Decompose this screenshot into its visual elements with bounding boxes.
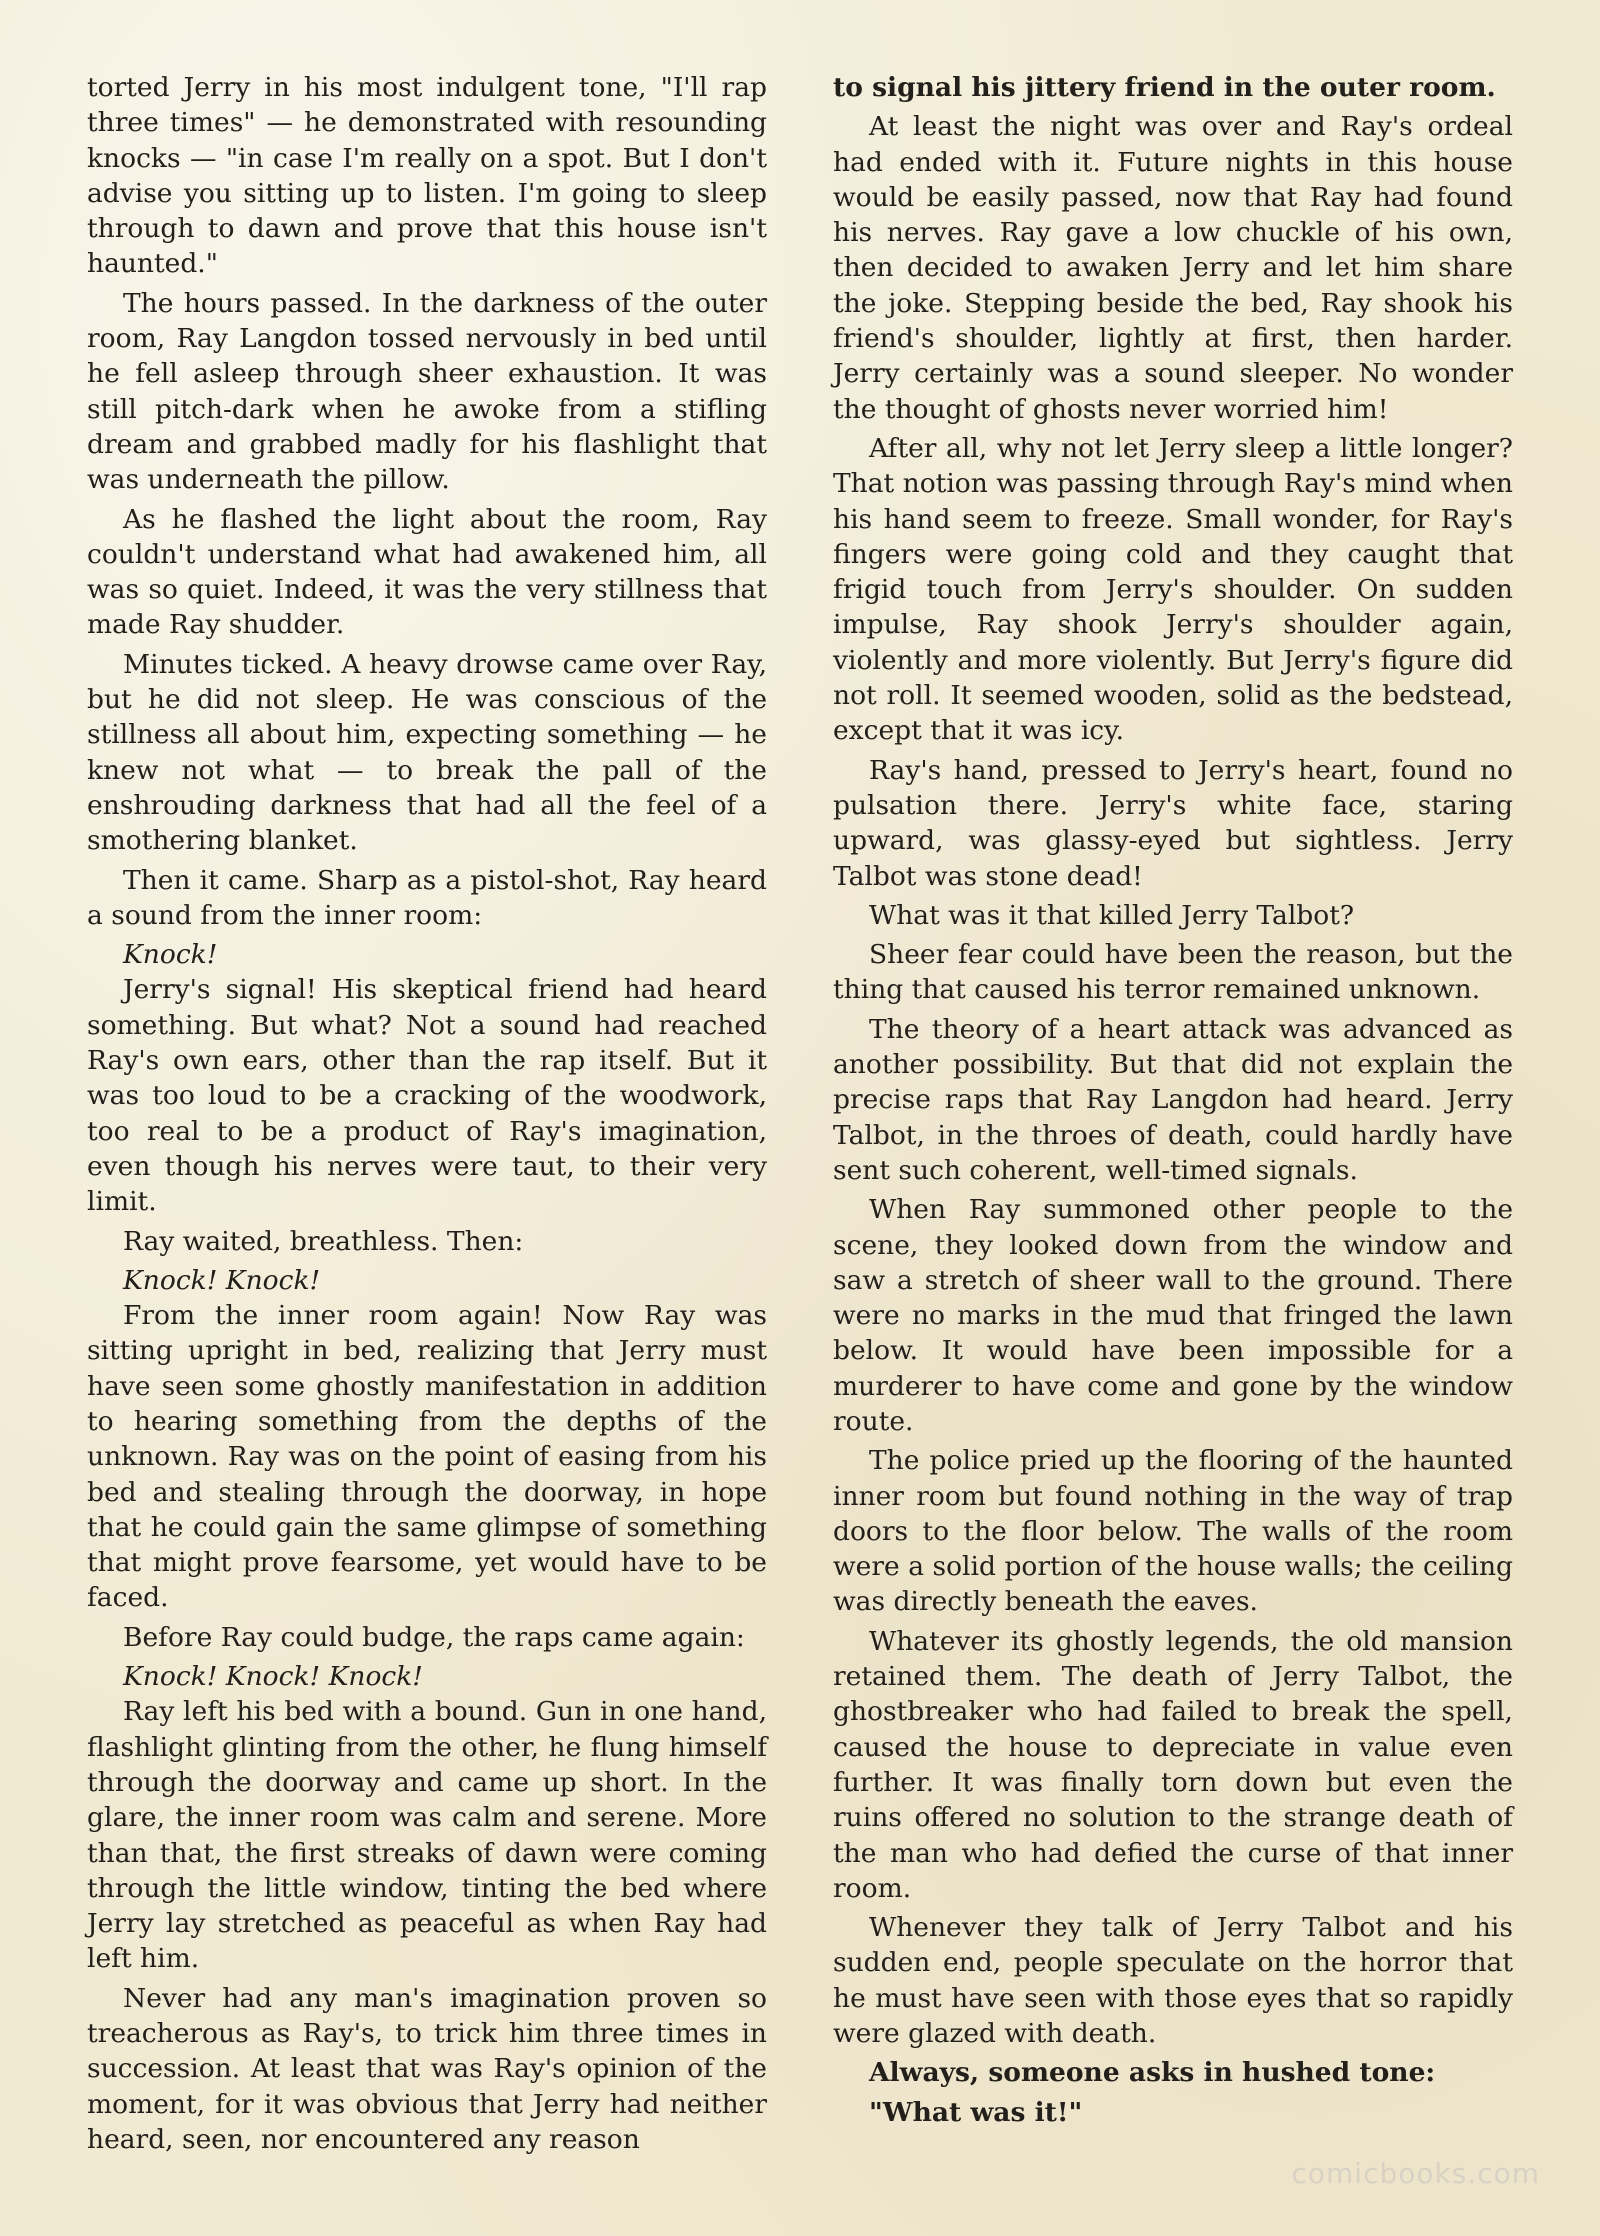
story-paragraph: Jerry's signal! His skeptical friend had heard something. But what? Not a sound had reached Ray's own ears, other than the rap itself. But it was too loud to be a cracking of the woodwork, too real to be a product of Ray's imagination, even though his nerves were taut, to their very limit.	[87, 974, 767, 1218]
left-text-column	[87, 70, 767, 2161]
story-paragraph: Never had any man's imagination proven so treacherous as Ray's, to trick him three times in succession. At least that was Ray's opinion of the moment, for it was obvious that Jerry had neither heard, seen, nor encountered any reason	[87, 1982, 767, 2155]
story-paragraph: Always, someone asks in hushed tone:	[869, 2057, 1436, 2089]
watermark: comicbooks.com	[1291, 2157, 1540, 2190]
story-paragraph: Ray's hand, pressed to Jerry's heart, found no pulsation there. Jerry's white face, staring upward, was glassy-eyed but sightless. Jerry Talbot was stone dead!	[833, 754, 1513, 892]
story-paragraph: After all, why not let Jerry sleep a little longer? That notion was passing through Ray's mind when his hand seem to freeze. Small wonder, for Ray's fingers were going cold and they caught that frigid touch from Jerry's shoulder. On sudden impulse, Ray shook Jerry's shoulder again, violently and more violently. But Jerry's figure did not roll. It seemed wooden, solid as the bedstead, except that it was icy.	[833, 432, 1513, 747]
story-paragraph: As he flashed the light about the room, Ray couldn't understand what had awakened him, all was so quiet. Indeed, it was the very stillness that made Ray shudder.	[87, 503, 767, 641]
story-paragraph: to signal his jittery friend in the outer room.	[833, 72, 1496, 103]
story-paragraph: Then it came. Sharp as a pistol-shot, Ray heard a sound from the inner room:	[87, 864, 767, 931]
story-paragraph: At least the night was over and Ray's ordeal had ended with it. Future nights in this house would be easily passed, now that Ray had found his nerves. Ray gave a low chuckle of his own, then decided to awaken Jerry and let him share the joke. Stepping beside the bed, Ray shook his friend's shoulder, lightly at first, then harder. Jerry certainly was a sound sleeper. No wonder the thought of ghosts never worried him!	[833, 111, 1513, 425]
story-paragraph: Sheer fear could have been the reason, but the thing that caused his terror remained unknown.	[833, 939, 1513, 1006]
story-paragraph: From the inner room again! Now Ray was sitting upright in bed, realizing that Jerry must have seen some ghostly manifestation in addition to hearing something from the depths of the unknown. Ray was on the point of easing from his bed and stealing through the doorway, in hope that he could gain the same glimpse of something that might prove fearsome, yet would have to be faced.	[87, 1300, 767, 1614]
story-paragraph: Before Ray could budge, the raps came again:	[123, 1621, 745, 1653]
story-paragraph: Ray left his bed with a bound. Gun in one hand, flashlight glinting from the other, he flung himself through the doorway and came up short. In the glare, the inner room was calm and serene. More than that, the first streaks of dawn were coming through the little window, tinting the bed where Jerry lay stretched as peaceful as when Ray had left him.	[87, 1696, 767, 1975]
story-paragraph: Minutes ticked. A heavy drowse came over Ray, but he did not sleep. He was conscious of the stillness all about him, expecting something — he knew not what — to break the pall of the enshrouding darkness that had all the feel of a smothering blanket.	[87, 648, 767, 857]
story-paragraph: torted Jerry in his most indulgent tone, "I'll rap three times" — he demonstrated with resounding knocks — "in case I'm really on a spot. But I don't advise you sitting up to listen. I'm going to sleep through to dawn and prove that this house isn't haunted."	[87, 72, 767, 280]
story-paragraph: "What was it!"	[869, 2096, 1083, 2128]
story-paragraph: When Ray summoned other people to the scene, they looked down from the window and saw a stretch of sheer wall to the ground. There were no marks in the mud that fringed the lawn below. It would have been impossible for a murderer to have come and gone by the window route.	[833, 1194, 1513, 1437]
story-paragraph: Ray waited, breathless. Then:	[123, 1225, 524, 1257]
story-paragraph: Knock! Knock! Knock!	[123, 1661, 423, 1693]
right-text-column	[833, 70, 1513, 2134]
story-paragraph: The police pried up the flooring of the haunted inner room but found nothing in the way of trap doors to the floor below. The walls of the room were a solid portion of the house walls; the ceiling was directly beneath the eaves.	[833, 1445, 1513, 1618]
story-paragraph: Whenever they talk of Jerry Talbot and his sudden end, people speculate on the horror that he must have seen with those eyes that so rapidly were glazed with death.	[833, 1912, 1513, 2050]
story-paragraph: The hours passed. In the darkness of the outer room, Ray Langdon tossed nervously in bed until he fell asleep through sheer exhaustion. It was still pitch-dark when he awoke from a stifling dream and grabbed madly for his flashlight that was underneath the pillow.	[87, 287, 767, 496]
story-paragraph: Knock! Knock!	[123, 1264, 321, 1296]
story-paragraph: Whatever its ghostly legends, the old mansion retained them. The death of Jerry Talbot, the ghostbreaker who had failed to break the spell, caused the house to depreciate in value even further. It was finally torn down but even the ruins offered no solution to the strange death of the man who had defied the curse of that inner room.	[833, 1625, 1513, 1904]
story-paragraph: Knock!	[123, 939, 218, 971]
story-paragraph: The theory of a heart attack was advanced as another possibility. But that did not explain the precise raps that Ray Langdon had heard. Jerry Talbot, in the throes of death, could hardly have sent such coherent, well-timed signals.	[833, 1013, 1513, 1186]
story-paragraph: What was it that killed Jerry Talbot?	[869, 899, 1355, 931]
